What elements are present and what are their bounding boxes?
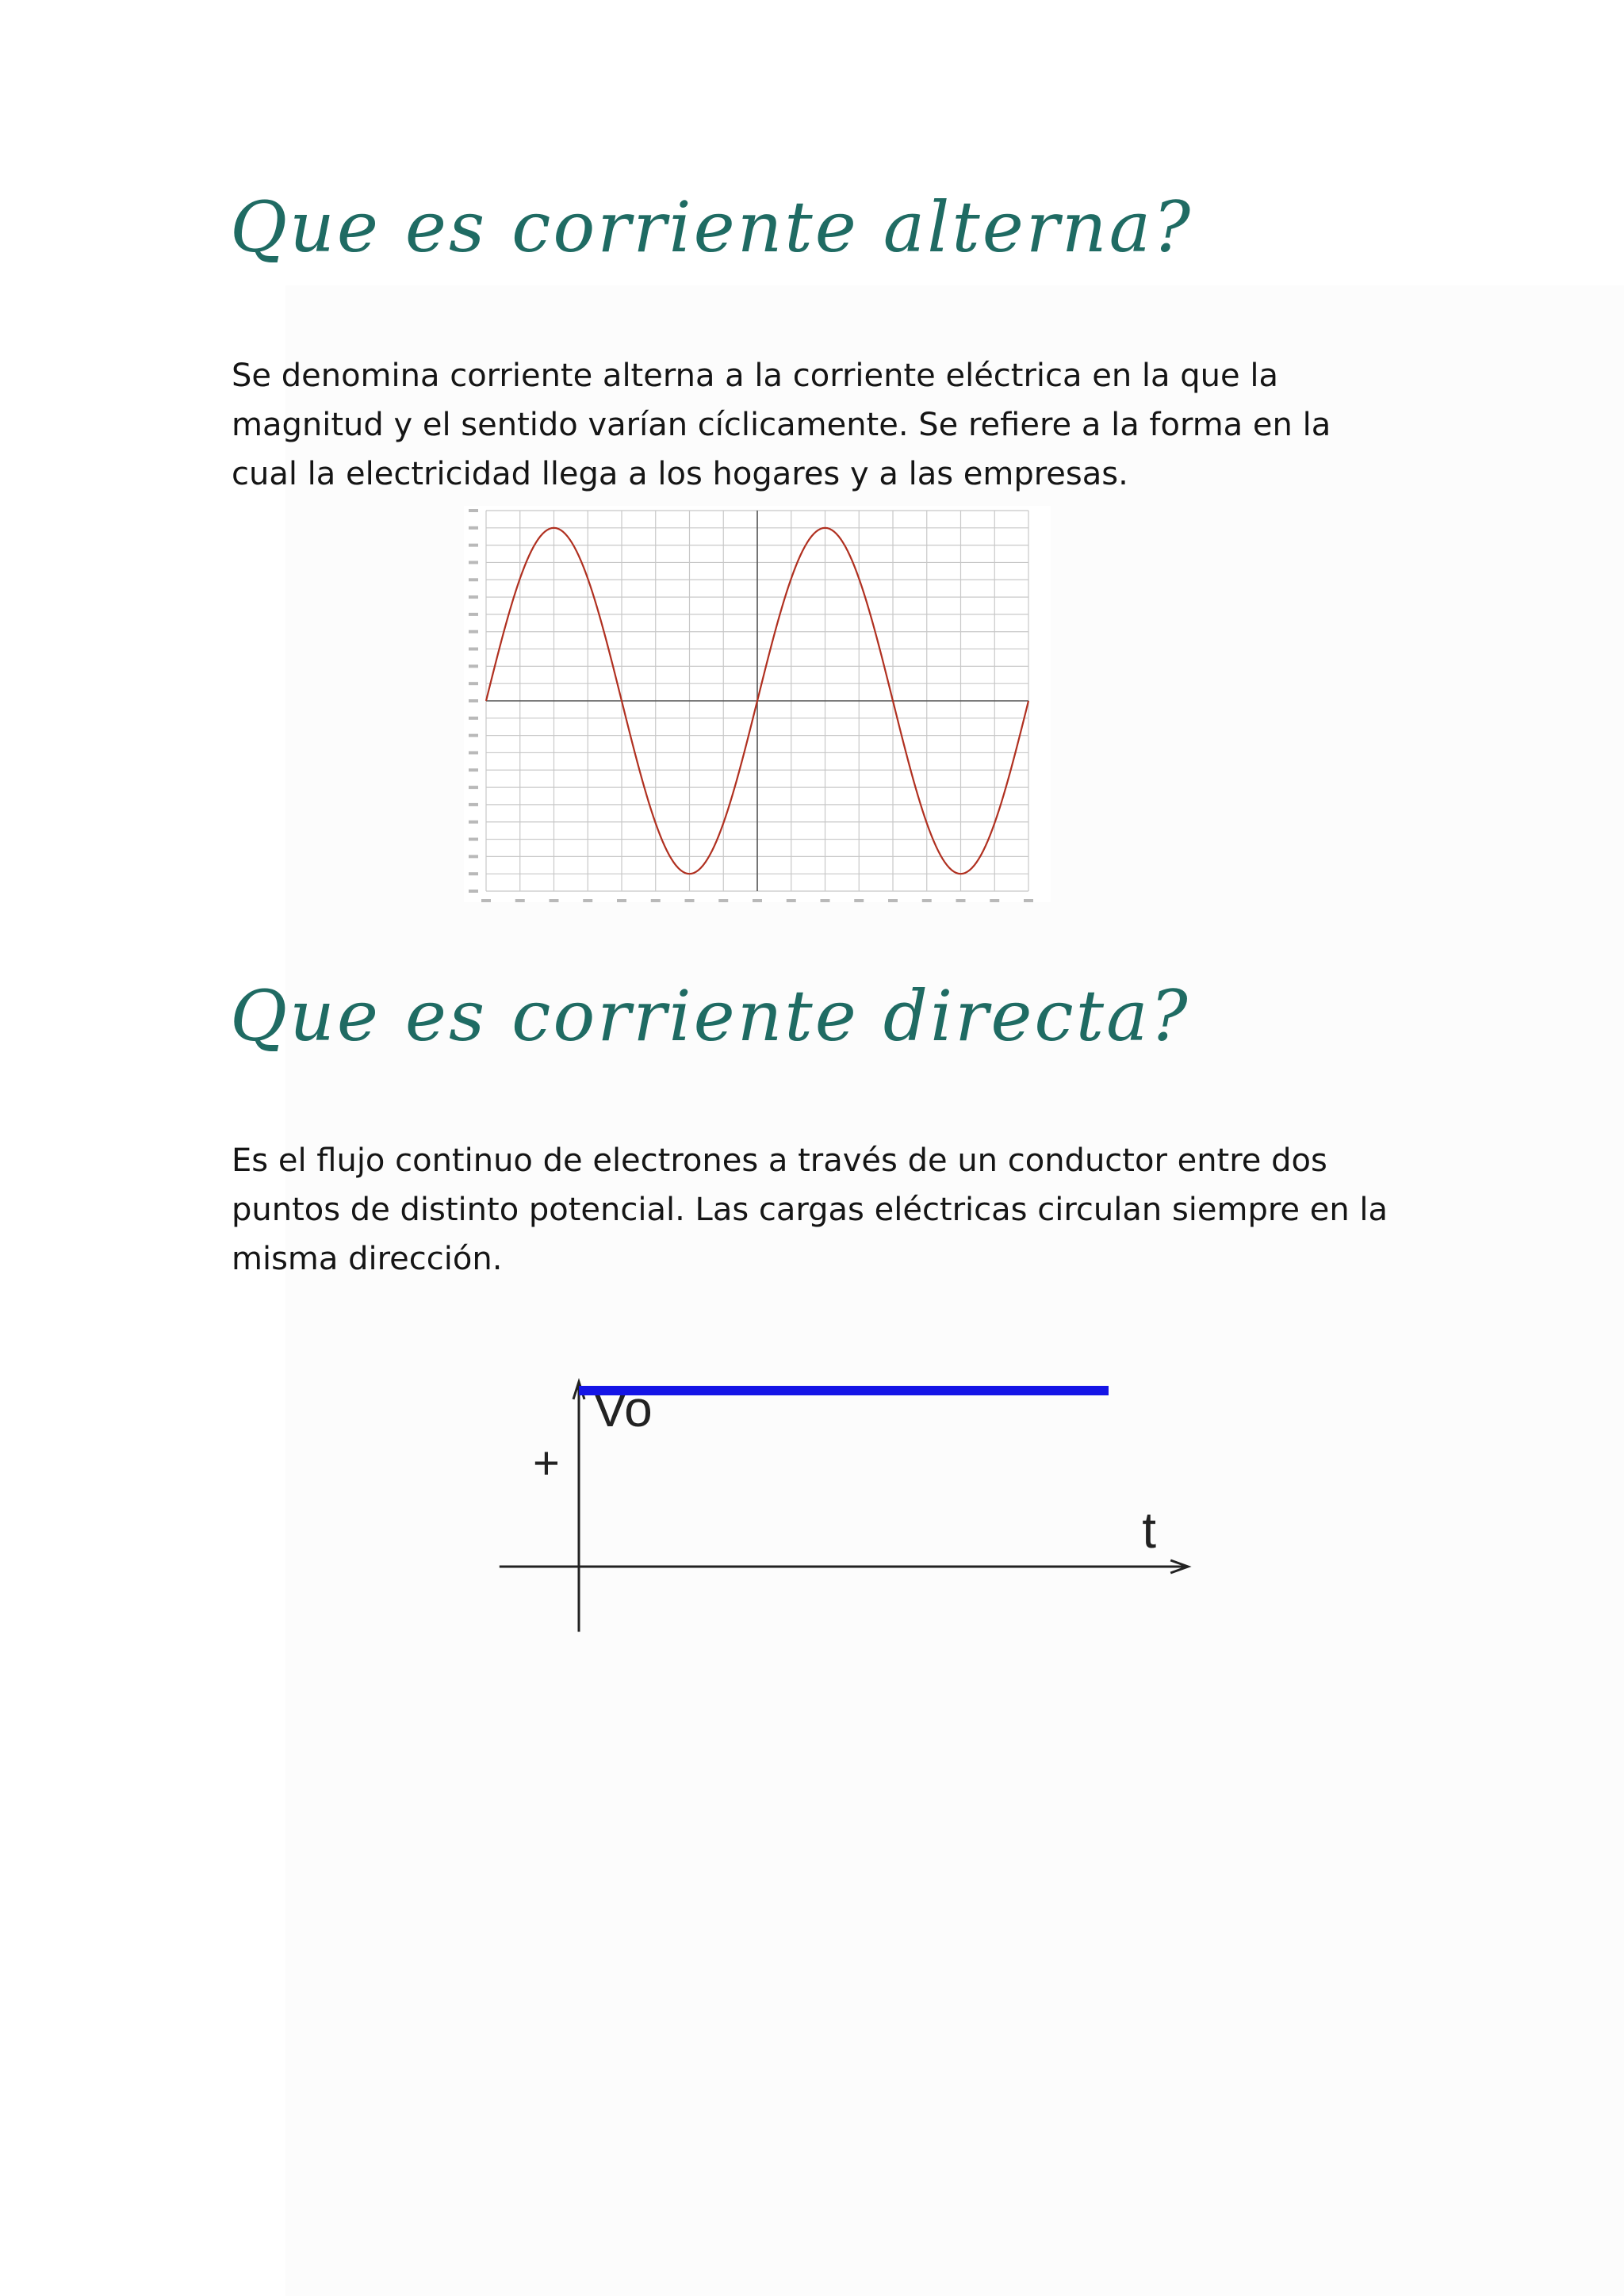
y-tick-label-placeholder (469, 544, 478, 547)
paragraph-alternating-current: Se denomina corriente alterna a la corriente eléctrica en la que la magnitud y el sentido varían cíclicamente. Se refiere a la forma en la cual la electricidad llega a los hogares y a las empresas. (232, 358, 1331, 492)
x-tick-label-placeholder (990, 899, 999, 902)
y-tick-label-placeholder (469, 890, 478, 893)
y-tick-label-placeholder (469, 561, 478, 564)
sine-wave-chart (464, 506, 1051, 902)
y-axis-label: Vo (593, 1380, 653, 1437)
y-tick-label-placeholder (469, 682, 478, 685)
x-tick-label-placeholder (718, 899, 728, 902)
paragraph-direct-current: Es el flujo continuo de electrones a través de un conductor entre dos puntos de distinto potencial. Las cargas eléctricas circulan siempre en la misma dirección. (232, 1142, 1388, 1277)
x-tick-label-placeholder (617, 899, 626, 902)
y-tick-label-placeholder (469, 838, 478, 841)
x-tick-label-placeholder (481, 899, 491, 902)
heading-alternating-current: Que es corriente alterna? (230, 186, 1193, 268)
dc-voltage-chart (500, 1269, 1197, 1649)
y-tick-label-placeholder (469, 855, 478, 858)
y-tick-label-placeholder (469, 630, 478, 633)
x-tick-label-placeholder (550, 899, 559, 902)
y-tick-label-placeholder (469, 648, 478, 651)
positive-annotation: + (533, 1437, 560, 1489)
x-tick-label-placeholder (888, 899, 898, 902)
heading-direct-current: Que es corriente directa? (230, 975, 1190, 1057)
y-tick-label-placeholder (469, 595, 478, 599)
y-tick-label-placeholder (469, 872, 478, 875)
y-tick-label-placeholder (469, 509, 478, 512)
x-tick-label-placeholder (753, 899, 762, 902)
x-tick-label-placeholder (956, 899, 966, 902)
x-axis-label: t (1142, 1502, 1156, 1559)
y-tick-label-placeholder (469, 751, 478, 754)
y-tick-label-placeholder (469, 734, 478, 737)
x-tick-label-placeholder (583, 899, 592, 902)
x-tick-label-placeholder (515, 899, 525, 902)
x-tick-label-placeholder (787, 899, 796, 902)
y-tick-label-placeholder (469, 664, 478, 668)
x-tick-label-placeholder (685, 899, 695, 902)
chart-labels (533, 1380, 1156, 1559)
y-tick-label-placeholder (469, 786, 478, 789)
y-tick-label-placeholder (469, 717, 478, 720)
y-tick-label-placeholder (469, 699, 478, 702)
y-tick-label-placeholder (469, 526, 478, 530)
x-tick-label-placeholder (1024, 899, 1033, 902)
x-tick-label-placeholder (821, 899, 830, 902)
y-tick-label-placeholder (469, 768, 478, 771)
y-tick-label-placeholder (469, 578, 478, 581)
y-tick-label-placeholder (469, 821, 478, 824)
y-tick-label-placeholder (469, 613, 478, 616)
x-tick-label-placeholder (854, 899, 864, 902)
y-tick-label-placeholder (469, 803, 478, 806)
x-tick-label-placeholder (922, 899, 932, 902)
x-tick-label-placeholder (651, 899, 661, 902)
